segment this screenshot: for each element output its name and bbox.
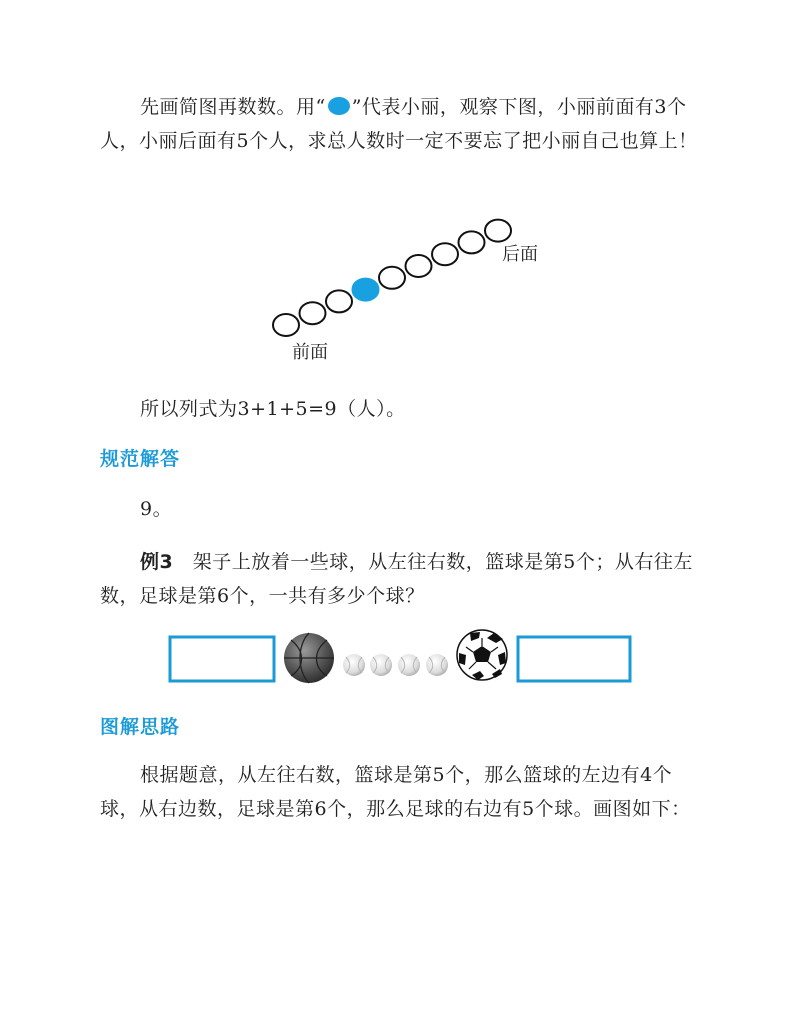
example3-label: 例3 — [140, 551, 174, 573]
person-circle — [406, 255, 432, 277]
basketball-icon — [284, 633, 334, 683]
intro-text-2: ”代表小丽，观察下图，小丽前面有3个人，小丽后面有5个人，求总人数时一定不要忘了把小丽自己也算上！ — [100, 96, 698, 152]
xiaoli-circle — [353, 279, 379, 301]
answer-text: 9。 — [140, 498, 173, 520]
queue-diagram — [0, 205, 800, 375]
person-circle — [459, 231, 485, 253]
person-circle — [379, 267, 405, 289]
queue-circles — [273, 220, 511, 336]
baseball-icon — [370, 654, 392, 676]
answer-heading: 规范解答 — [100, 448, 181, 470]
person-circle — [432, 243, 458, 265]
baseball-icon — [398, 654, 420, 676]
person-circle — [300, 302, 326, 324]
analysis-heading: 图解思路 — [100, 716, 181, 738]
intro-text-1: 先画简图再数数。用“ — [140, 96, 326, 118]
ball-row-diagram — [0, 625, 800, 695]
baseball-icon — [343, 654, 365, 676]
analysis-paragraph: 根据题意，从左往右数，篮球是第5个，那么篮球的左边有4个球，从右边数，足球是第6个，那么足球的右边有5个球。画图如下： — [100, 764, 691, 820]
person-circle — [273, 314, 299, 336]
example3-paragraph — [100, 545, 700, 613]
label-back: 后面 — [502, 244, 538, 265]
baseball-icon — [426, 654, 448, 676]
example3-text: 架子上放着一些球，从左往右数，篮球是第5个；从右往左数，足球是第6个，一共有多少个球？ — [100, 551, 693, 607]
empty-box-right — [518, 637, 630, 681]
label-front: 前面 — [292, 342, 328, 363]
empty-box-left — [170, 637, 274, 681]
person-circle — [326, 290, 352, 312]
intro-paragraph — [100, 90, 700, 158]
soccer-ball-icon — [457, 630, 507, 680]
blue-dot-icon — [328, 97, 350, 115]
formula-line: 所以列式为3+1+5=9（人）。 — [140, 398, 406, 420]
person-circle — [485, 220, 511, 242]
